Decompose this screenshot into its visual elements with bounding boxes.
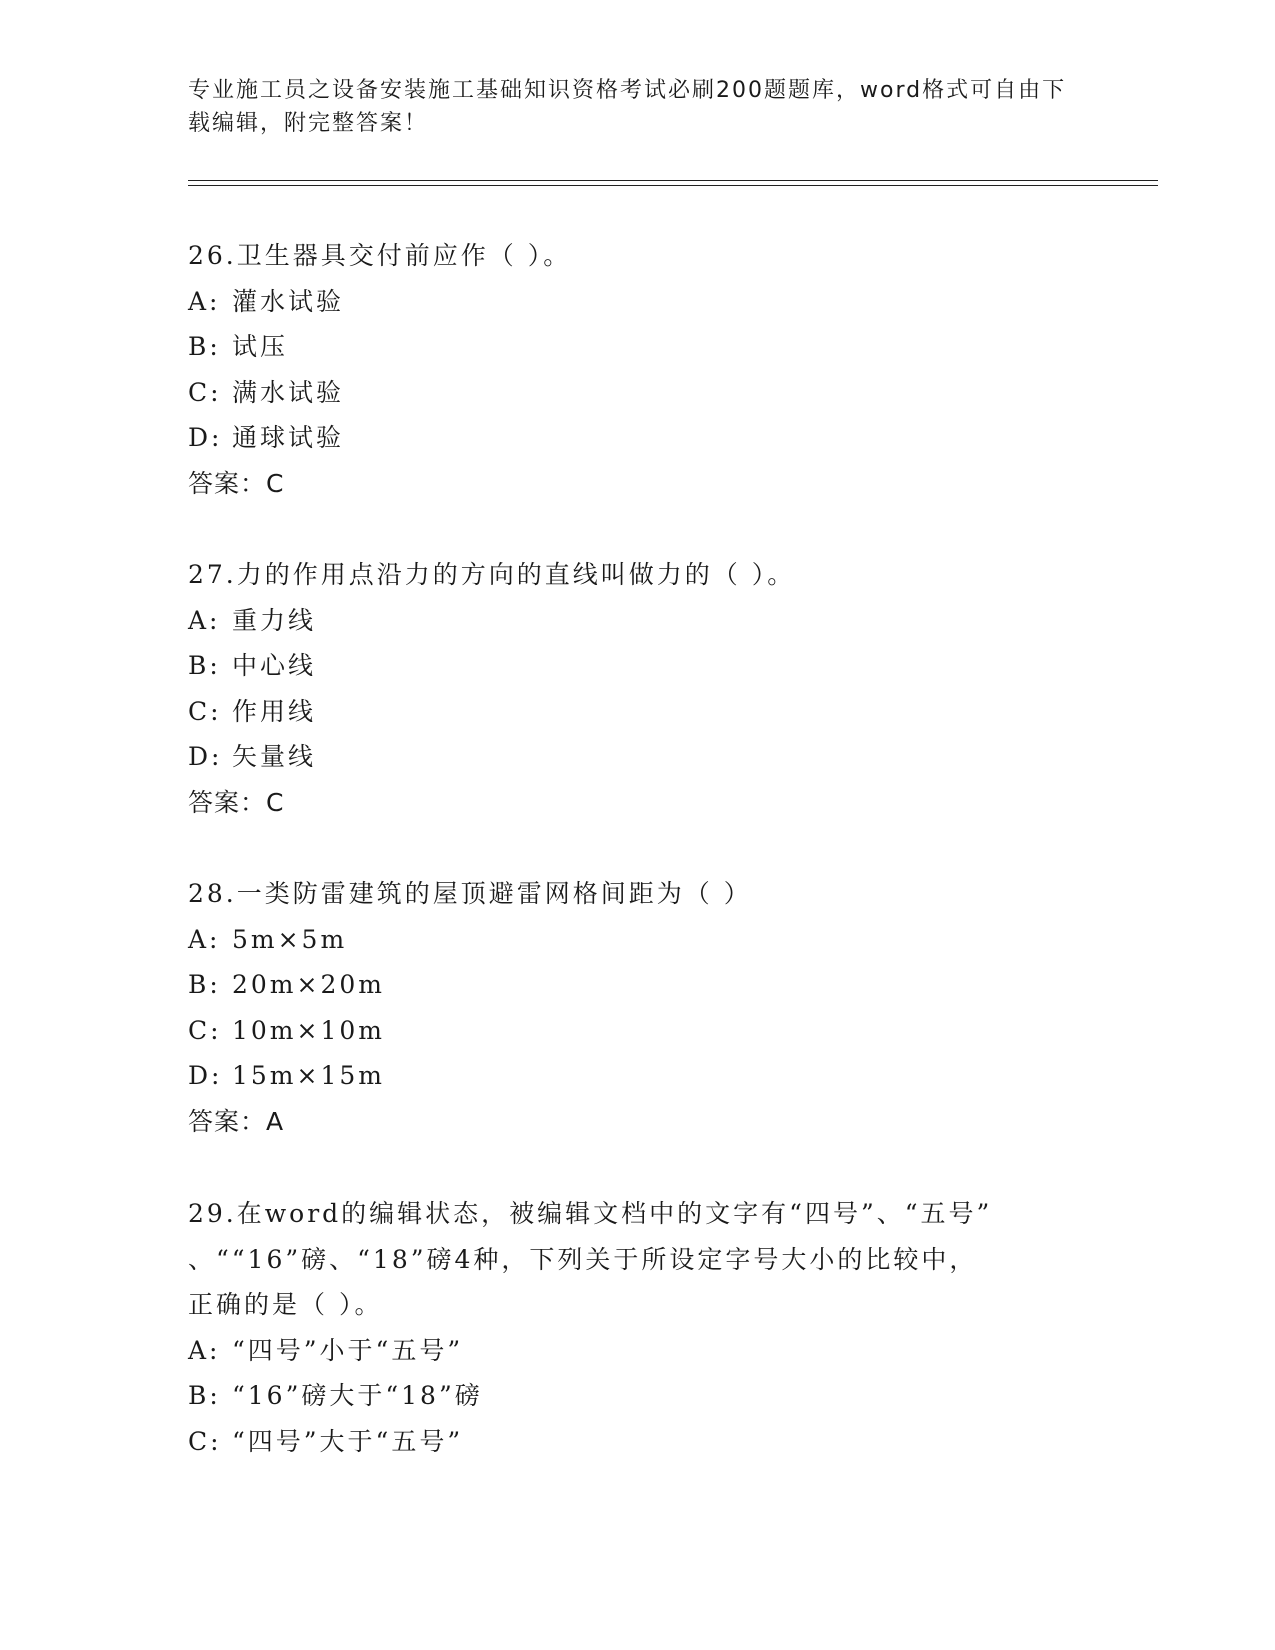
option-c xyxy=(188,1419,1088,1465)
option-key: A: xyxy=(188,1335,221,1365)
question-stem-line-1: 29.在word的编辑状态，被编辑文档中的文字有“四号”、“五号” xyxy=(188,1199,993,1228)
document-header: 专业施工员之设备安装施工基础知识资格考试必刷200题题库，word格式可自由下载编辑，附完整答案！ xyxy=(188,78,1067,136)
question-stem-line-3: 正确的是（ ）。 xyxy=(188,1290,383,1319)
option-key: A: xyxy=(188,286,221,316)
option-text: 试压 xyxy=(232,332,289,361)
option-c xyxy=(188,370,1088,416)
header-divider-bottom xyxy=(188,185,1158,186)
option-key: A: xyxy=(188,924,221,954)
option-b xyxy=(188,324,1088,370)
option-key: B: xyxy=(188,970,221,999)
question-29 xyxy=(188,1191,1088,1464)
option-key: C: xyxy=(188,1015,222,1045)
option-text: 灌水试验 xyxy=(232,286,345,316)
option-text: 满水试验 xyxy=(232,377,345,407)
question-28 xyxy=(188,871,1088,1144)
option-b xyxy=(188,1373,1088,1419)
option-b xyxy=(188,643,1088,689)
option-text: 15m×15m xyxy=(232,1061,385,1090)
option-key: D: xyxy=(188,742,223,771)
option-b xyxy=(188,962,1088,1008)
option-c xyxy=(188,1008,1088,1054)
option-text: “四号”大于“五号” xyxy=(232,1426,464,1456)
option-text: “四号”小于“五号” xyxy=(232,1335,464,1365)
option-key: B: xyxy=(188,651,221,680)
option-key: C: xyxy=(188,1426,222,1456)
answer-line: 答案：C xyxy=(188,787,285,817)
option-c xyxy=(188,689,1088,735)
option-text: 5m×5m xyxy=(232,924,348,954)
answer-line: 答案：C xyxy=(188,468,285,498)
option-key: A: xyxy=(188,605,221,635)
option-a xyxy=(188,279,1088,325)
question-stem: 27.力的作用点沿力的方向的直线叫做力的（ ）。 xyxy=(188,560,796,589)
option-text: 10m×10m xyxy=(232,1015,385,1045)
option-d xyxy=(188,1053,1088,1099)
header-divider-top xyxy=(188,180,1158,181)
option-key: C: xyxy=(188,696,222,726)
option-a xyxy=(188,917,1088,963)
question-stem: 28.一类防雷建筑的屋顶避雷网格间距为（ ） xyxy=(188,879,752,908)
question-stem: 26.卫生器具交付前应作（ ）。 xyxy=(188,241,572,270)
question-stem-line-2: 、““16”磅、“18”磅4种，下列关于所设定字号大小的比较中， xyxy=(188,1244,978,1274)
option-text: 矢量线 xyxy=(232,742,317,771)
answer-line: 答案：A xyxy=(188,1106,285,1136)
option-key: B: xyxy=(188,1381,221,1410)
option-text: 重力线 xyxy=(232,605,317,635)
option-key: B: xyxy=(188,332,221,361)
option-key: C: xyxy=(188,377,222,407)
option-text: “16”磅大于“18”磅 xyxy=(232,1381,483,1410)
option-text: 20m×20m xyxy=(232,970,385,999)
question-27 xyxy=(188,552,1088,825)
option-d xyxy=(188,415,1088,461)
option-a xyxy=(188,598,1088,644)
option-d xyxy=(188,734,1088,780)
option-text: 中心线 xyxy=(232,651,317,680)
option-key: D: xyxy=(188,423,223,452)
option-text: 通球试验 xyxy=(232,423,345,452)
question-26 xyxy=(188,233,1088,506)
option-text: 作用线 xyxy=(232,696,317,726)
option-a xyxy=(188,1328,1088,1374)
option-key: D: xyxy=(188,1061,223,1090)
